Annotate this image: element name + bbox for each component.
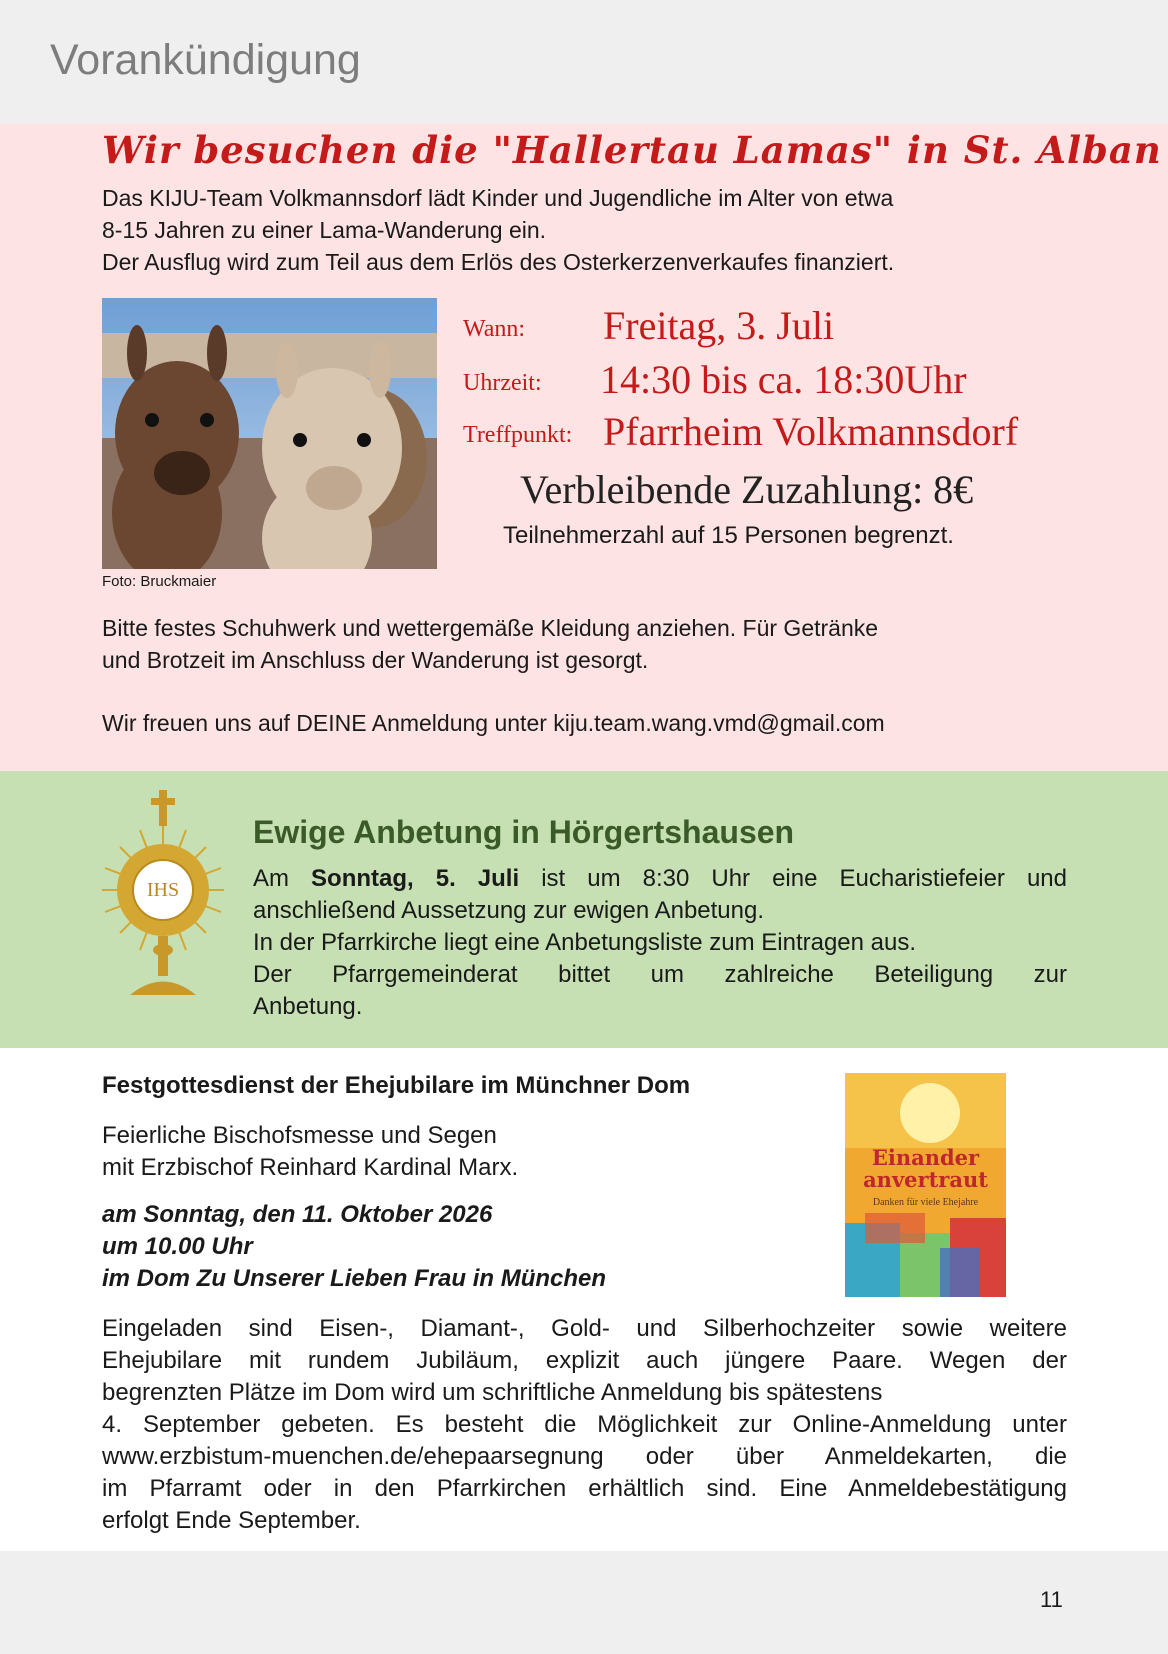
wann-label: Wann: <box>463 316 526 342</box>
lama-intro-1: Das KIJU-Team Volkmannsdorf lädt Kinder und Jugendliche im Alter von etwa <box>102 185 894 211</box>
schuhwerk-2: und Brotzeit im Anschluss der Wanderung ist gesorgt. <box>102 647 649 673</box>
anbetung-line-3: In der Pfarrkirche liegt eine Anbetungsliste zum Eintragen aus. <box>253 929 917 956</box>
ihs-monogram: IHS <box>146 879 180 901</box>
lama-heading: Wir besuchen die "Hallertau Lamas" in St. Alban <box>102 128 1162 172</box>
ehejubilare-line-1: Feierliche Bischofsmesse und Segen <box>102 1122 497 1149</box>
book-subtitle: Danken für viele Ehejahre <box>872 1197 979 1208</box>
zuzahlung: Verbleibende Zuzahlung: 8€ <box>520 467 974 512</box>
treffpunkt-value: Pfarrheim Volkmannsdorf <box>603 409 1019 454</box>
anbetung-line-5: Anbetung. <box>253 993 363 1020</box>
alpaca-photo <box>102 298 437 569</box>
ehejubilare-body-4: 4. September gebeten. Es besteht die Möglichkeit zur Online-Anmeldung unter <box>102 1411 1067 1438</box>
ehejubilare-place: im Dom Zu Unserer Lieben Frau in München <box>102 1265 607 1292</box>
book-title-2: anvertraut <box>863 1167 988 1192</box>
ehejubilare-body-5: www.erzbistum-muenchen.de/ehepaarsegnung oder über Anmeldekarten, die <box>102 1443 1067 1470</box>
teilnehmer-note: Teilnehmerzahl auf 15 Personen begrenzt. <box>503 522 954 549</box>
ehejubilare-body-7: erfolgt Ende September. <box>102 1507 361 1534</box>
photo-caption: Foto: Bruckmaier <box>102 573 217 590</box>
page-title: Vorankündigung <box>50 36 361 84</box>
ehejubilare-line-2: mit Erzbischof Reinhard Kardinal Marx. <box>102 1154 519 1181</box>
ehejubilare-body-6: im Pfarramt oder in den Pfarrkirchen erhältlich sind. Eine Anmeldebestätigung <box>102 1475 1067 1502</box>
anmeldung-line: Wir freuen uns auf DEINE Anmeldung unter kiju.team.wang.vmd@gmail.com <box>102 710 885 736</box>
ehejubilare-body-1: Eingeladen sind Eisen-, Diamant-, Gold- und Silberhochzeiter sowie weitere <box>102 1315 1067 1342</box>
anbetung-line-4: Der Pfarrgemeinderat bittet um zahlreiche Beteiligung zur <box>253 961 1067 988</box>
ehejubilare-heading: Festgottesdienst der Ehejubilare im Münchner Dom <box>102 1072 691 1099</box>
uhrzeit-label: Uhrzeit: <box>463 370 542 396</box>
anbetung-line-1: Am Sonntag, 5. Juli ist um 8:30 Uhr eine Eucharistiefeier und <box>253 865 1067 892</box>
ehejubilare-body-2: Ehejubilare mit rundem Jubiläum, explizit auch jüngere Paare. Wegen der <box>102 1347 1067 1374</box>
page-number: 11 <box>1040 1587 1063 1612</box>
ehejubilare-time: um 10.00 Uhr <box>102 1233 253 1260</box>
wann-value: Freitag, 3. Juli <box>603 303 835 348</box>
treffpunkt-label: Treffpunkt: <box>463 422 573 448</box>
book-title-1: Einander <box>871 1145 980 1170</box>
book-cover-image <box>845 1073 1006 1297</box>
uhrzeit-value: 14:30 bis ca. 18:30Uhr <box>600 357 967 402</box>
ehejubilare-date: am Sonntag, den 11. Oktober 2026 <box>102 1201 493 1228</box>
footer-bar <box>0 1551 1168 1654</box>
lama-intro-2: 8-15 Jahren zu einer Lama-Wanderung ein. <box>102 217 547 243</box>
anbetung-line-2: anschließend Aussetzung zur ewigen Anbetung. <box>253 897 765 924</box>
schuhwerk-1: Bitte festes Schuhwerk und wettergemäße Kleidung anziehen. Für Getränke <box>102 615 879 641</box>
lama-intro-3: Der Ausflug wird zum Teil aus dem Erlös des Osterkerzenverkaufes finanziert. <box>102 249 895 275</box>
anbetung-heading: Ewige Anbetung in Hörgertshausen <box>253 814 795 850</box>
ehejubilare-body-3: begrenzten Plätze im Dom wird um schriftliche Anmeldung bis spätestens <box>102 1379 883 1406</box>
